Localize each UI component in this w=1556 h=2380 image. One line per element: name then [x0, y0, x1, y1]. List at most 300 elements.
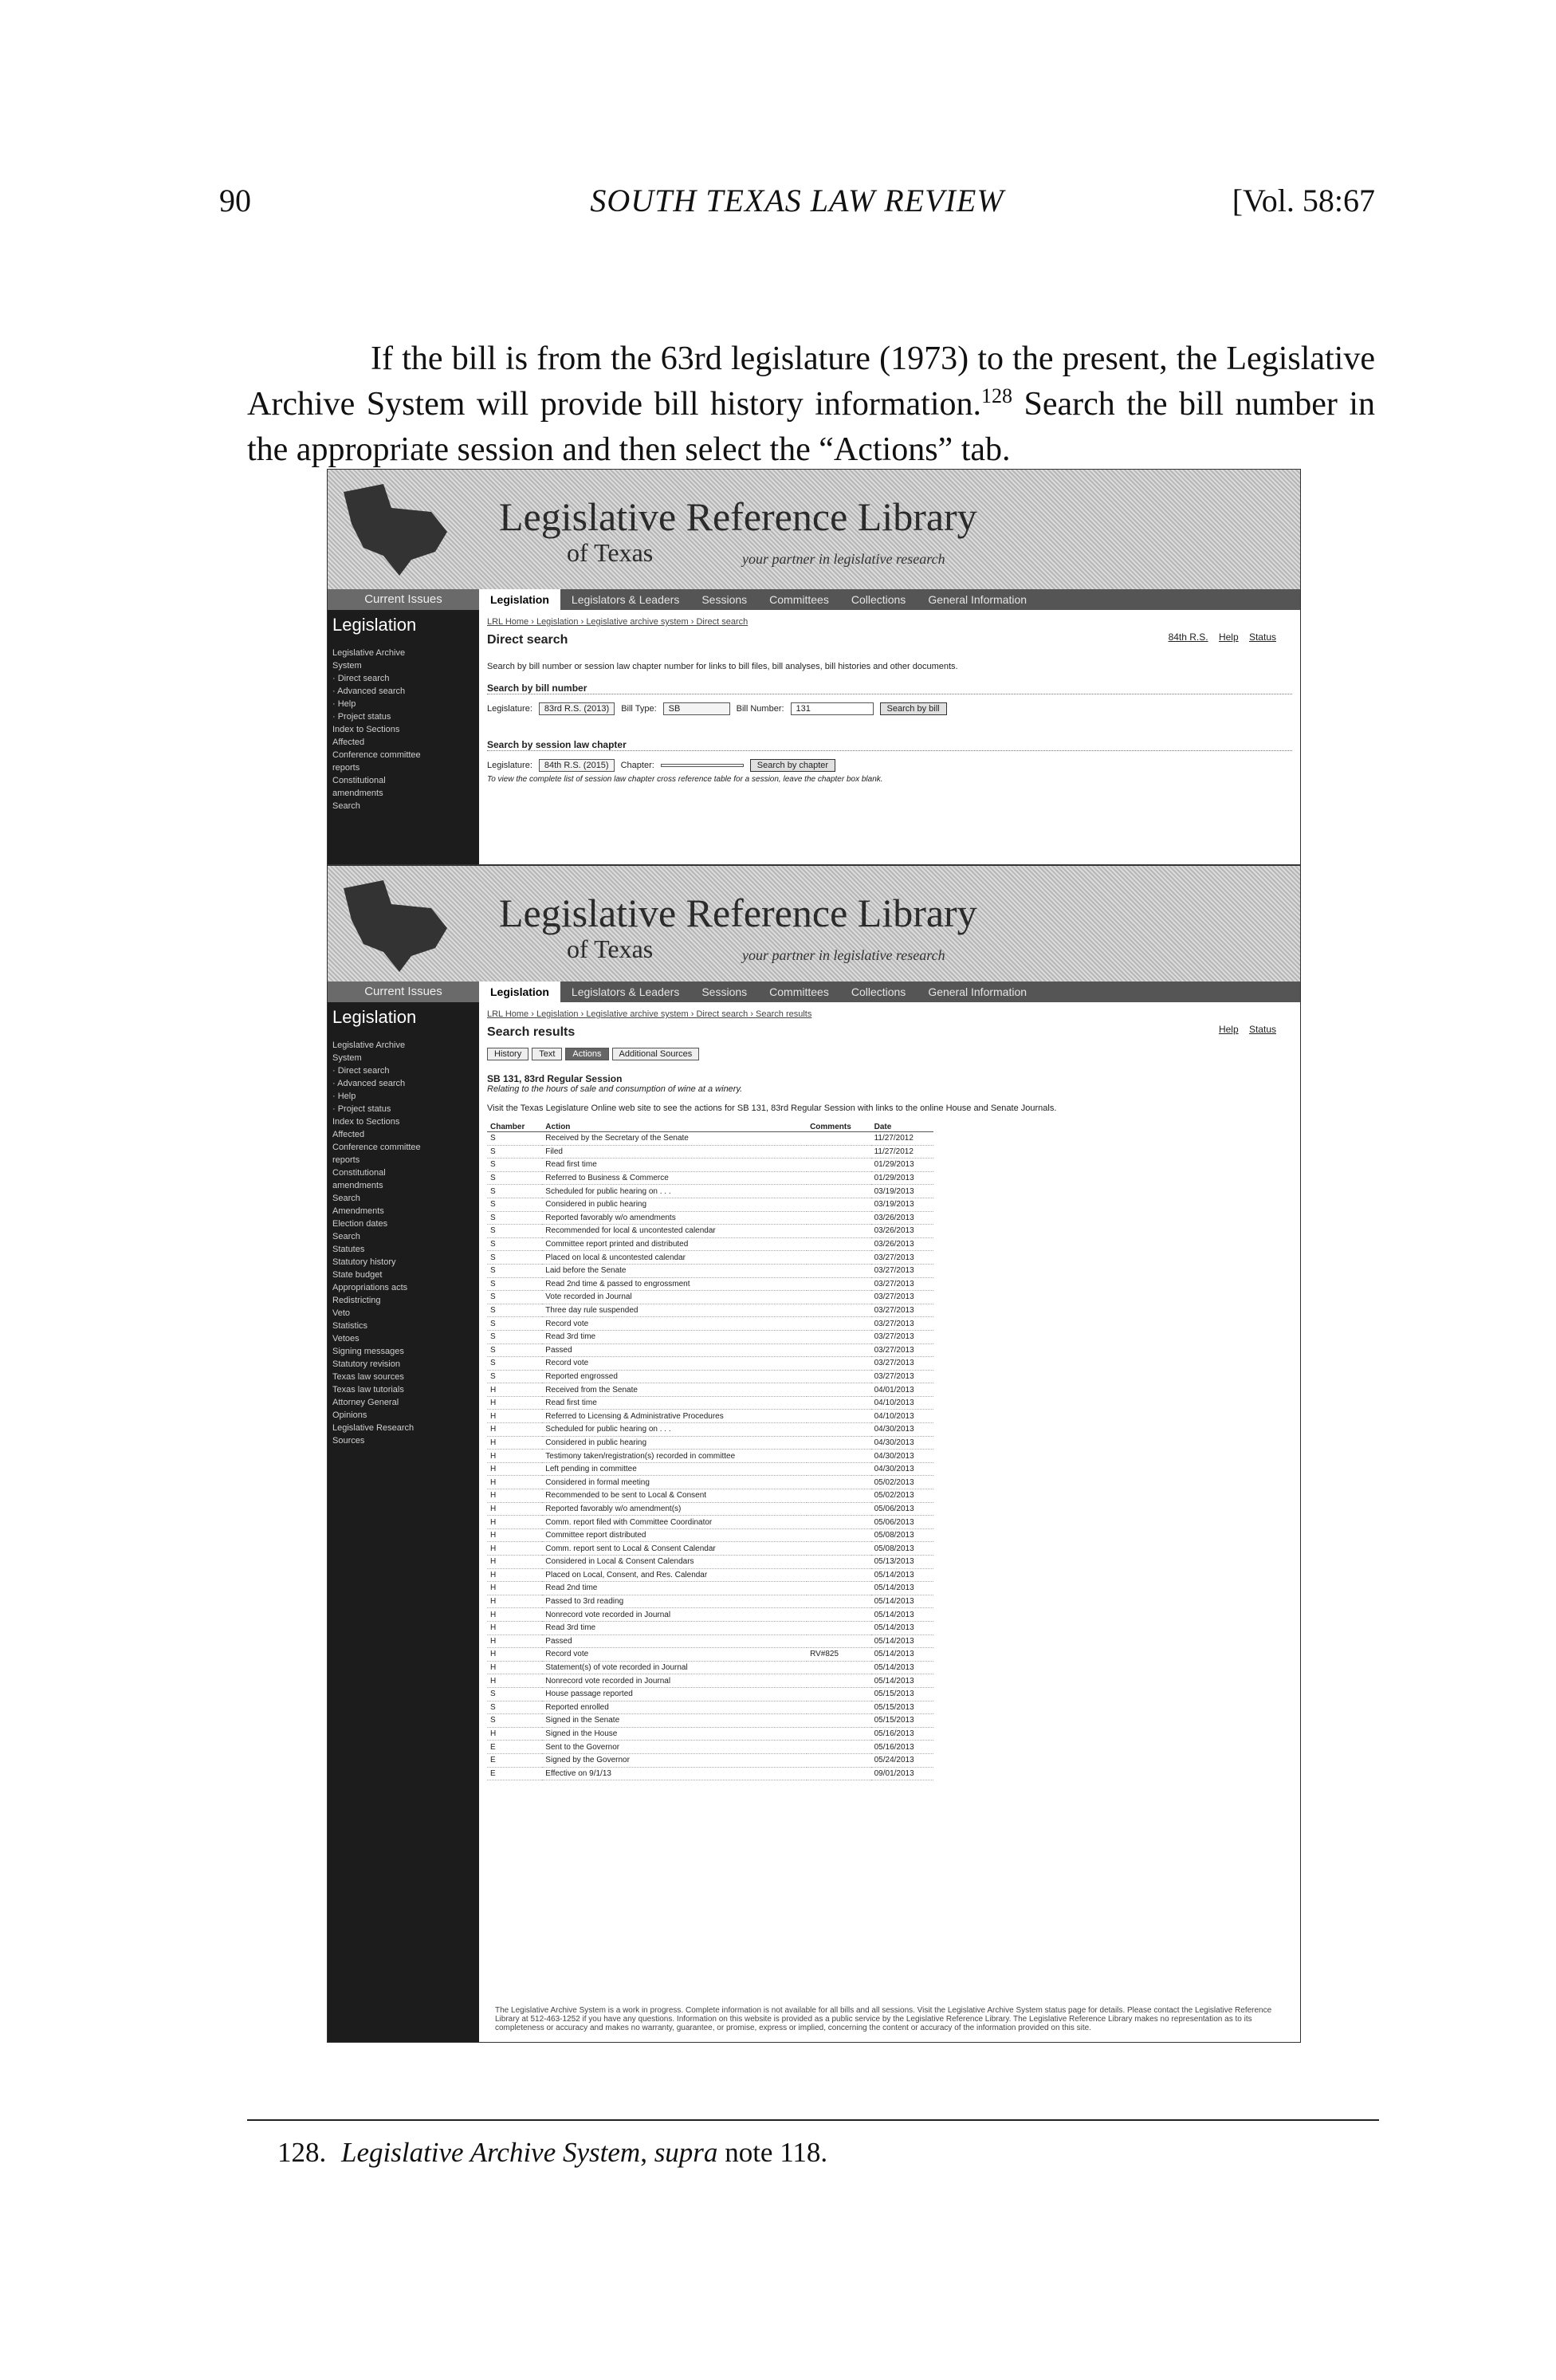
- cell-date: 05/02/2013: [871, 1489, 933, 1503]
- bill-number-input[interactable]: 131: [791, 702, 874, 715]
- cell-comments: [807, 1304, 871, 1317]
- cell-date: 03/27/2013: [871, 1343, 933, 1357]
- tab-text[interactable]: Text: [532, 1048, 562, 1060]
- cell-action: Record vote: [542, 1357, 807, 1371]
- cell-action: Recommended for local & uncontested calendar: [542, 1225, 807, 1238]
- table-row: [487, 1687, 933, 1701]
- search-by-chapter-button[interactable]: Search by chapter: [750, 759, 835, 772]
- cell-action: Placed on Local, Consent, and Res. Calendar: [542, 1568, 807, 1582]
- top-links: [1211, 1024, 1276, 1035]
- table-row: [487, 1396, 933, 1410]
- sidebar-item[interactable]: Statutory revision: [332, 1359, 400, 1369]
- table-row: [487, 1291, 933, 1304]
- cell-action: Read 3rd time: [542, 1621, 807, 1635]
- screenshot-search-results: [327, 865, 1301, 2043]
- table-row: [487, 1251, 933, 1265]
- result-tabs: [487, 1048, 1292, 1060]
- cell-action: Read 2nd time: [542, 1582, 807, 1595]
- cell-chamber: S: [487, 1132, 542, 1146]
- sidebar-item[interactable]: · Direct search: [332, 674, 390, 683]
- cell-chamber: H: [487, 1528, 542, 1542]
- sidebar-item[interactable]: Statutory history: [332, 1257, 396, 1267]
- chapter-label: Chapter:: [620, 761, 654, 770]
- table-row: [487, 1185, 933, 1198]
- cell-date: 05/02/2013: [871, 1476, 933, 1489]
- cell-comments: [807, 1528, 871, 1542]
- cell-comments: [807, 1687, 871, 1701]
- cell-date: 04/30/2013: [871, 1436, 933, 1450]
- volume-reference: [Vol. 58:67: [1232, 183, 1375, 218]
- cell-date: 03/27/2013: [871, 1251, 933, 1265]
- nav-tab-legislation[interactable]: Legislation: [479, 589, 560, 610]
- cell-date: 05/14/2013: [871, 1595, 933, 1608]
- cell-comments: [807, 1423, 871, 1437]
- cell-action: Scheduled for public hearing on . . .: [542, 1185, 807, 1198]
- footnote-rule: [247, 2119, 1379, 2121]
- nav-tab-sessions[interactable]: Sessions: [701, 985, 748, 998]
- cell-date: 05/16/2013: [871, 1741, 933, 1754]
- cell-date: 01/29/2013: [871, 1159, 933, 1172]
- direct-search-content: [487, 617, 1292, 856]
- cell-chamber: H: [487, 1621, 542, 1635]
- cell-date: 05/08/2013: [871, 1542, 933, 1556]
- cell-date: 09/01/2013: [871, 1767, 933, 1780]
- actions-table-body: [487, 1132, 933, 1780]
- sidebar-item[interactable]: · Advanced search: [332, 686, 406, 696]
- search-description: Search by bill number or session law chapter number for links to bill files, bill analyses, bill histories and other documents.: [487, 662, 958, 671]
- sidebar-item[interactable]: Search: [332, 1232, 360, 1241]
- sidebar-item[interactable]: · Advanced search: [332, 1079, 406, 1088]
- cell-action: Record vote: [542, 1317, 807, 1331]
- cell-action: Vote recorded in Journal: [542, 1291, 807, 1304]
- bill-caption: Relating to the hours of sale and consumption of wine at a winery.: [487, 1084, 743, 1094]
- cell-chamber: H: [487, 1396, 542, 1410]
- sidebar-item[interactable]: System: [332, 1053, 362, 1063]
- cell-action: Passed: [542, 1343, 807, 1357]
- cell-date: 03/19/2013: [871, 1198, 933, 1211]
- cell-comments: [807, 1145, 871, 1159]
- cell-action: House passage reported: [542, 1687, 807, 1701]
- cell-action: Scheduled for public hearing on . . .: [542, 1423, 807, 1437]
- site-tagline: your partner in legislative research: [742, 947, 945, 963]
- cell-comments: [807, 1489, 871, 1503]
- cell-date: 05/08/2013: [871, 1528, 933, 1542]
- cell-chamber: H: [487, 1582, 542, 1595]
- cell-comments: [807, 1132, 871, 1146]
- cell-chamber: S: [487, 1211, 542, 1225]
- site-title: Legislative Reference Library: [499, 494, 977, 539]
- table-row: [487, 1489, 933, 1503]
- sidebar-tab-current-issues[interactable]: Current Issues: [328, 589, 479, 610]
- sidebar-item[interactable]: · Direct search: [332, 1066, 390, 1076]
- cell-date: 03/27/2013: [871, 1277, 933, 1291]
- cell-date: 05/14/2013: [871, 1661, 933, 1674]
- cell-action: Three day rule suspended: [542, 1304, 807, 1317]
- sidebar-item[interactable]: amendments: [332, 1181, 383, 1190]
- chapter-search-form: [487, 759, 1292, 772]
- cell-chamber: H: [487, 1648, 542, 1662]
- table-row: [487, 1727, 933, 1741]
- cell-chamber: S: [487, 1291, 542, 1304]
- cell-action: Recommended to be sent to Local & Consent: [542, 1489, 807, 1503]
- nav-tab-legislation[interactable]: Legislation: [479, 982, 560, 1002]
- col-comments: Comments: [807, 1123, 871, 1132]
- legislature-label-2: Legislature:: [487, 761, 532, 770]
- bill-type-label: Bill Type:: [621, 704, 657, 714]
- sidebar-item[interactable]: Index to Sections: [332, 725, 400, 734]
- running-header: [219, 182, 1375, 230]
- nav-tab-committees[interactable]: Committees: [769, 593, 829, 606]
- cell-chamber: S: [487, 1370, 542, 1383]
- table-row: [487, 1211, 933, 1225]
- cell-action: Nonrecord vote recorded in Journal: [542, 1674, 807, 1688]
- cell-chamber: H: [487, 1516, 542, 1529]
- sidebar-item[interactable]: Index to Sections: [332, 1117, 400, 1127]
- sidebar-tab-current-issues[interactable]: Current Issues: [328, 982, 479, 1002]
- sidebar-heading: Legislation: [332, 615, 417, 635]
- cell-date: 03/27/2013: [871, 1317, 933, 1331]
- table-row: [487, 1568, 933, 1582]
- cell-action: Comm. report filed with Committee Coordinator: [542, 1516, 807, 1529]
- nav-tab-sessions[interactable]: Sessions: [701, 593, 748, 606]
- sidebar-item[interactable]: reports: [332, 763, 360, 773]
- chapter-note: To view the complete list of session law chapter cross reference table for a session, leave the chapter box blank.: [487, 775, 883, 784]
- cell-date: 05/14/2013: [871, 1674, 933, 1688]
- cell-action: Testimony taken/registration(s) recorded in committee: [542, 1450, 807, 1463]
- cell-action: Read first time: [542, 1159, 807, 1172]
- cell-date: 04/10/2013: [871, 1410, 933, 1423]
- sidebar-item[interactable]: Statistics: [332, 1321, 368, 1331]
- table-row: [487, 1741, 933, 1754]
- cell-date: 05/14/2013: [871, 1621, 933, 1635]
- actions-table: [487, 1123, 933, 1780]
- cell-chamber: H: [487, 1462, 542, 1476]
- status-link[interactable]: Status: [1248, 1024, 1276, 1035]
- texas-map-icon: [336, 872, 475, 976]
- table-row: [487, 1423, 933, 1437]
- cell-comments: [807, 1317, 871, 1331]
- texas-map-icon: [336, 476, 475, 580]
- sidebar-item[interactable]: · Project status: [332, 712, 391, 722]
- breadcrumb[interactable]: LRL Home › Legislation › Legislative archive system › Direct search: [487, 617, 749, 627]
- sidebar-item[interactable]: Legislative Archive: [332, 1041, 406, 1050]
- nav-tab-collections[interactable]: Collections: [851, 985, 906, 998]
- main-nav: [479, 589, 1300, 610]
- cell-chamber: H: [487, 1450, 542, 1463]
- cell-action: Considered in public hearing: [542, 1436, 807, 1450]
- help-link[interactable]: Help: [1218, 1024, 1239, 1035]
- cell-date: 05/14/2013: [871, 1635, 933, 1648]
- legislature-select-2[interactable]: 84th R.S. (2015): [539, 759, 615, 772]
- cell-chamber: S: [487, 1237, 542, 1251]
- cell-comments: [807, 1277, 871, 1291]
- cell-chamber: H: [487, 1489, 542, 1503]
- sidebar-item[interactable]: Amendments: [332, 1206, 384, 1216]
- site-subtitle: of Texas: [567, 934, 654, 963]
- cell-action: Signed in the Senate: [542, 1714, 807, 1728]
- cell-action: Comm. report sent to Local & Consent Calendar: [542, 1542, 807, 1556]
- cell-date: 05/14/2013: [871, 1568, 933, 1582]
- status-link[interactable]: Status: [1248, 631, 1276, 643]
- chapter-search-heading: Search by session law chapter: [487, 739, 1292, 751]
- table-row: [487, 1237, 933, 1251]
- cell-date: 03/27/2013: [871, 1264, 933, 1277]
- tab-history[interactable]: History: [487, 1048, 528, 1060]
- sidebar-item[interactable]: Sources: [332, 1436, 365, 1446]
- sidebar-item[interactable]: Legislative Research: [332, 1423, 415, 1433]
- sidebar-item[interactable]: Conference committee: [332, 750, 421, 760]
- table-row: [487, 1198, 933, 1211]
- legislature-select[interactable]: 83rd R.S. (2013): [539, 702, 615, 715]
- cell-date: 04/01/2013: [871, 1383, 933, 1397]
- nav-tab-collections[interactable]: Collections: [851, 593, 906, 606]
- site-title: Legislative Reference Library: [499, 891, 977, 935]
- cell-chamber: S: [487, 1714, 542, 1728]
- cell-comments: [807, 1159, 871, 1172]
- cell-chamber: H: [487, 1476, 542, 1489]
- cell-date: 03/27/2013: [871, 1291, 933, 1304]
- cell-comments: [807, 1635, 871, 1648]
- table-row: [487, 1171, 933, 1185]
- cell-action: Sent to the Governor: [542, 1741, 807, 1754]
- search-by-bill-button[interactable]: Search by bill: [880, 702, 947, 715]
- help-link[interactable]: Help: [1218, 631, 1239, 643]
- footnote-supra: supra: [654, 2137, 718, 2168]
- cell-chamber: S: [487, 1304, 542, 1317]
- cell-comments: [807, 1291, 871, 1304]
- cell-comments: [807, 1621, 871, 1635]
- footnote-number: 128.: [277, 2137, 327, 2168]
- table-row: [487, 1635, 933, 1648]
- cell-date: 03/26/2013: [871, 1225, 933, 1238]
- footnote-text: note 118.: [717, 2137, 828, 2168]
- cell-action: Referred to Licensing & Administrative Procedures: [542, 1410, 807, 1423]
- sidebar-item[interactable]: amendments: [332, 789, 383, 798]
- table-row: [487, 1410, 933, 1423]
- cell-date: 05/14/2013: [871, 1582, 933, 1595]
- cell-comments: [807, 1251, 871, 1265]
- cell-action: Received by the Secretary of the Senate: [542, 1132, 807, 1146]
- table-row: [487, 1225, 933, 1238]
- sidebar-list: [332, 647, 476, 812]
- cell-date: 03/27/2013: [871, 1330, 933, 1343]
- cell-comments: [807, 1370, 871, 1383]
- cell-action: Committee report distributed: [542, 1528, 807, 1542]
- nav-tab-committees[interactable]: Committees: [769, 985, 829, 998]
- cell-chamber: S: [487, 1357, 542, 1371]
- sidebar-item[interactable]: Constitutional: [332, 776, 386, 785]
- cell-comments: [807, 1343, 871, 1357]
- table-row: [487, 1582, 933, 1595]
- cell-action: Considered in Local & Consent Calendars: [542, 1556, 807, 1569]
- table-row: [487, 1608, 933, 1622]
- table-row: [487, 1528, 933, 1542]
- cell-action: Read 3rd time: [542, 1330, 807, 1343]
- cell-action: Read first time: [542, 1396, 807, 1410]
- sidebar-item[interactable]: · Help: [332, 1092, 356, 1101]
- nav-tab-general-information[interactable]: General Information: [928, 985, 1028, 998]
- cell-date: 03/26/2013: [871, 1211, 933, 1225]
- cell-date: 05/14/2013: [871, 1608, 933, 1622]
- cell-action: Nonrecord vote recorded in Journal: [542, 1608, 807, 1622]
- cell-action: Signed by the Governor: [542, 1753, 807, 1767]
- site-banner: [328, 470, 1300, 589]
- cell-chamber: S: [487, 1330, 542, 1343]
- table-row: [487, 1132, 933, 1146]
- cell-action: Passed: [542, 1635, 807, 1648]
- cell-comments: [807, 1185, 871, 1198]
- table-row: [487, 1542, 933, 1556]
- sidebar-item[interactable]: Election dates: [332, 1219, 388, 1229]
- sidebar-item[interactable]: State budget: [332, 1270, 383, 1280]
- cell-comments: [807, 1753, 871, 1767]
- cell-date: 03/27/2013: [871, 1370, 933, 1383]
- cell-comments: [807, 1661, 871, 1674]
- cell-date: 05/15/2013: [871, 1714, 933, 1728]
- cell-action: Reported enrolled: [542, 1701, 807, 1714]
- table-row: [487, 1595, 933, 1608]
- cell-chamber: S: [487, 1687, 542, 1701]
- cell-chamber: S: [487, 1185, 542, 1198]
- cell-chamber: S: [487, 1145, 542, 1159]
- cell-chamber: S: [487, 1277, 542, 1291]
- cell-action: Reported engrossed: [542, 1370, 807, 1383]
- cell-comments: [807, 1727, 871, 1741]
- sidebar-item[interactable]: Affected: [332, 1130, 365, 1139]
- cell-comments: [807, 1556, 871, 1569]
- cell-date: 04/30/2013: [871, 1462, 933, 1476]
- cell-action: Considered in public hearing: [542, 1198, 807, 1211]
- sidebar-item[interactable]: Veto: [332, 1308, 351, 1318]
- body-paragraph: [247, 336, 1375, 473]
- site-banner: [328, 866, 1300, 982]
- bill-search-form: [487, 702, 1292, 715]
- site-tagline: your partner in legislative research: [742, 551, 945, 567]
- cell-date: 05/15/2013: [871, 1687, 933, 1701]
- sidebar-item[interactable]: · Help: [332, 699, 356, 709]
- tab-actions[interactable]: Actions: [565, 1048, 608, 1060]
- table-row: [487, 1701, 933, 1714]
- cell-comments: [807, 1171, 871, 1185]
- cell-comments: [807, 1502, 871, 1516]
- cell-comments: [807, 1516, 871, 1529]
- nav-tab-legislators-leaders[interactable]: Legislators & Leaders: [571, 593, 680, 606]
- cell-chamber: H: [487, 1556, 542, 1569]
- cell-chamber: E: [487, 1753, 542, 1767]
- sidebar-item[interactable]: Appropriations acts: [332, 1283, 408, 1292]
- col-action: Action: [542, 1123, 807, 1132]
- cell-date: 05/15/2013: [871, 1701, 933, 1714]
- sidebar-item[interactable]: Signing messages: [332, 1347, 404, 1356]
- sidebar-item[interactable]: Affected: [332, 738, 365, 747]
- bill-title: SB 131, 83rd Regular Session: [487, 1073, 623, 1084]
- cell-comments: [807, 1225, 871, 1238]
- cell-comments: [807, 1264, 871, 1277]
- table-row: [487, 1370, 933, 1383]
- journal-title: SOUTH TEXAS LAW REVIEW: [590, 183, 1004, 218]
- cell-action: Record vote: [542, 1648, 807, 1662]
- cell-comments: [807, 1450, 871, 1463]
- cell-action: Passed to 3rd reading: [542, 1595, 807, 1608]
- sidebar-item[interactable]: Texas law tutorials: [332, 1385, 404, 1395]
- sidebar-item[interactable]: Constitutional: [332, 1168, 386, 1178]
- cell-date: 05/06/2013: [871, 1516, 933, 1529]
- cell-date: 03/27/2013: [871, 1304, 933, 1317]
- cell-action: Filed: [542, 1145, 807, 1159]
- cell-date: 05/13/2013: [871, 1556, 933, 1569]
- sidebar-item[interactable]: Redistricting: [332, 1296, 381, 1305]
- cell-comments: [807, 1568, 871, 1582]
- table-row: [487, 1436, 933, 1450]
- sidebar-item[interactable]: Opinions: [332, 1410, 367, 1420]
- nav-tab-general-information[interactable]: General Information: [928, 593, 1028, 606]
- breadcrumb[interactable]: LRL Home › Legislation › Legislative archive system › Direct search › Search results: [487, 1009, 812, 1019]
- search-results-content: [487, 1009, 1292, 2034]
- cell-chamber: S: [487, 1171, 542, 1185]
- cell-action: Committee report printed and distributed: [542, 1237, 807, 1251]
- cell-action: Read 2nd time & passed to engrossment: [542, 1277, 807, 1291]
- table-row: [487, 1674, 933, 1688]
- sidebar-item[interactable]: System: [332, 661, 362, 671]
- cell-chamber: H: [487, 1674, 542, 1688]
- cell-chamber: S: [487, 1317, 542, 1331]
- sidebar-item[interactable]: reports: [332, 1155, 360, 1165]
- table-row: [487, 1648, 933, 1662]
- cell-chamber: H: [487, 1568, 542, 1582]
- table-row: [487, 1767, 933, 1780]
- sidebar-item[interactable]: Texas law sources: [332, 1372, 404, 1382]
- cell-chamber: S: [487, 1251, 542, 1265]
- cell-date: 05/16/2013: [871, 1727, 933, 1741]
- table-row: [487, 1383, 933, 1397]
- nav-tab-legislators-leaders[interactable]: Legislators & Leaders: [571, 985, 680, 998]
- actions-header-row: [487, 1123, 933, 1132]
- sidebar-item[interactable]: Vetoes: [332, 1334, 360, 1343]
- sidebar-item[interactable]: · Project status: [332, 1104, 391, 1114]
- table-row: [487, 1753, 933, 1767]
- site-subtitle: of Texas: [567, 538, 654, 567]
- bill-type-select[interactable]: SB: [663, 702, 730, 715]
- cell-date: 04/30/2013: [871, 1450, 933, 1463]
- cell-comments: [807, 1396, 871, 1410]
- bill-search-heading: Search by bill number: [487, 683, 1292, 694]
- cell-date: 05/06/2013: [871, 1502, 933, 1516]
- cell-comments: [807, 1383, 871, 1397]
- sidebar-item[interactable]: Legislative Archive: [332, 648, 406, 658]
- table-row: [487, 1621, 933, 1635]
- cell-action: Left pending in committee: [542, 1462, 807, 1476]
- session-link[interactable]: 84th R.S.: [1168, 631, 1208, 643]
- cell-chamber: S: [487, 1343, 542, 1357]
- chapter-input[interactable]: [661, 764, 744, 767]
- cell-action: Effective on 9/1/13: [542, 1767, 807, 1780]
- cell-date: 04/10/2013: [871, 1396, 933, 1410]
- tab-additional-sources[interactable]: Additional Sources: [612, 1048, 700, 1060]
- top-links: [1161, 631, 1276, 643]
- cell-chamber: S: [487, 1159, 542, 1172]
- body-text-part-1: If the bill is from the 63rd legislature (1973) to the present, the Legislative Archive System will provide bill history information.: [247, 340, 1375, 423]
- sidebar-item[interactable]: Search: [332, 1194, 360, 1203]
- cell-action: Statement(s) of vote recorded in Journal: [542, 1661, 807, 1674]
- sidebar-item[interactable]: Statutes: [332, 1245, 365, 1254]
- sidebar-item[interactable]: Attorney General: [332, 1398, 399, 1407]
- sidebar-item[interactable]: Search: [332, 801, 360, 811]
- cell-comments: [807, 1476, 871, 1489]
- sidebar-item[interactable]: Conference committee: [332, 1143, 421, 1152]
- cell-chamber: H: [487, 1608, 542, 1622]
- cell-comments: [807, 1767, 871, 1780]
- main-nav: [479, 982, 1300, 1002]
